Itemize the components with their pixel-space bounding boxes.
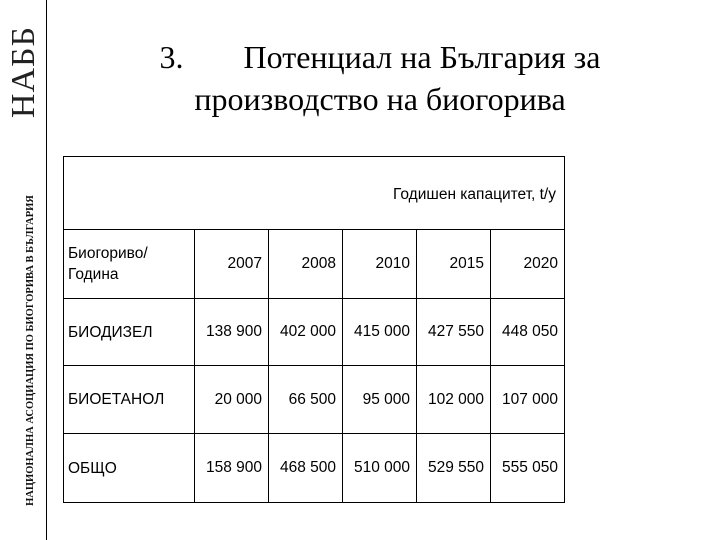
value-cell: 66 500 (269, 366, 343, 434)
value-cell: 510 000 (343, 434, 417, 503)
year-cell: 2010 (343, 230, 417, 299)
value-cell: 468 500 (269, 434, 343, 503)
value-cell: 448 050 (491, 299, 565, 366)
value-cell: 102 000 (417, 366, 491, 434)
header-row (64, 230, 565, 299)
year-cell: 2008 (269, 230, 343, 299)
row-label: БИОЕТАНОЛ (64, 366, 195, 434)
value-cell: 158 900 (195, 434, 269, 503)
association-logo (2, 8, 46, 136)
value-cell: 427 550 (417, 299, 491, 366)
header-label: Биогориво/Година (64, 230, 195, 299)
table-row-bioethanol (64, 366, 565, 434)
title-line-1: Потенциал на България за (243, 39, 601, 75)
table-row-biodiesel (64, 299, 565, 366)
caption-row (64, 157, 565, 230)
value-cell: 107 000 (491, 366, 565, 434)
row-label: БИОДИЗЕЛ (64, 299, 195, 366)
association-name: НАЦИОНАЛНА АСОЦИАЦИЯ ПО БИОГОРИВА В БЪЛГАРИЯ (24, 194, 36, 506)
association-name-vertical (22, 168, 38, 532)
left-divider-line (46, 0, 47, 540)
capacity-table (63, 156, 565, 503)
value-cell: 95 000 (343, 366, 417, 434)
value-cell: 402 000 (269, 299, 343, 366)
logo-text: НАББ (5, 25, 42, 119)
year-cell: 2007 (195, 230, 269, 299)
table-row-total (64, 434, 565, 503)
row-label: ОБЩО (64, 434, 195, 503)
value-cell: 415 000 (343, 299, 417, 366)
slide-title (80, 36, 680, 120)
value-cell: 555 050 (491, 434, 565, 503)
value-cell: 20 000 (195, 366, 269, 434)
year-cell: 2020 (491, 230, 565, 299)
table-caption: Годишен капацитет, t/y (64, 157, 565, 230)
slide-number: 3. (159, 39, 184, 75)
value-cell: 529 550 (417, 434, 491, 503)
value-cell: 138 900 (195, 299, 269, 366)
title-line-2: производство на биогорива (194, 81, 566, 117)
year-cell: 2015 (417, 230, 491, 299)
